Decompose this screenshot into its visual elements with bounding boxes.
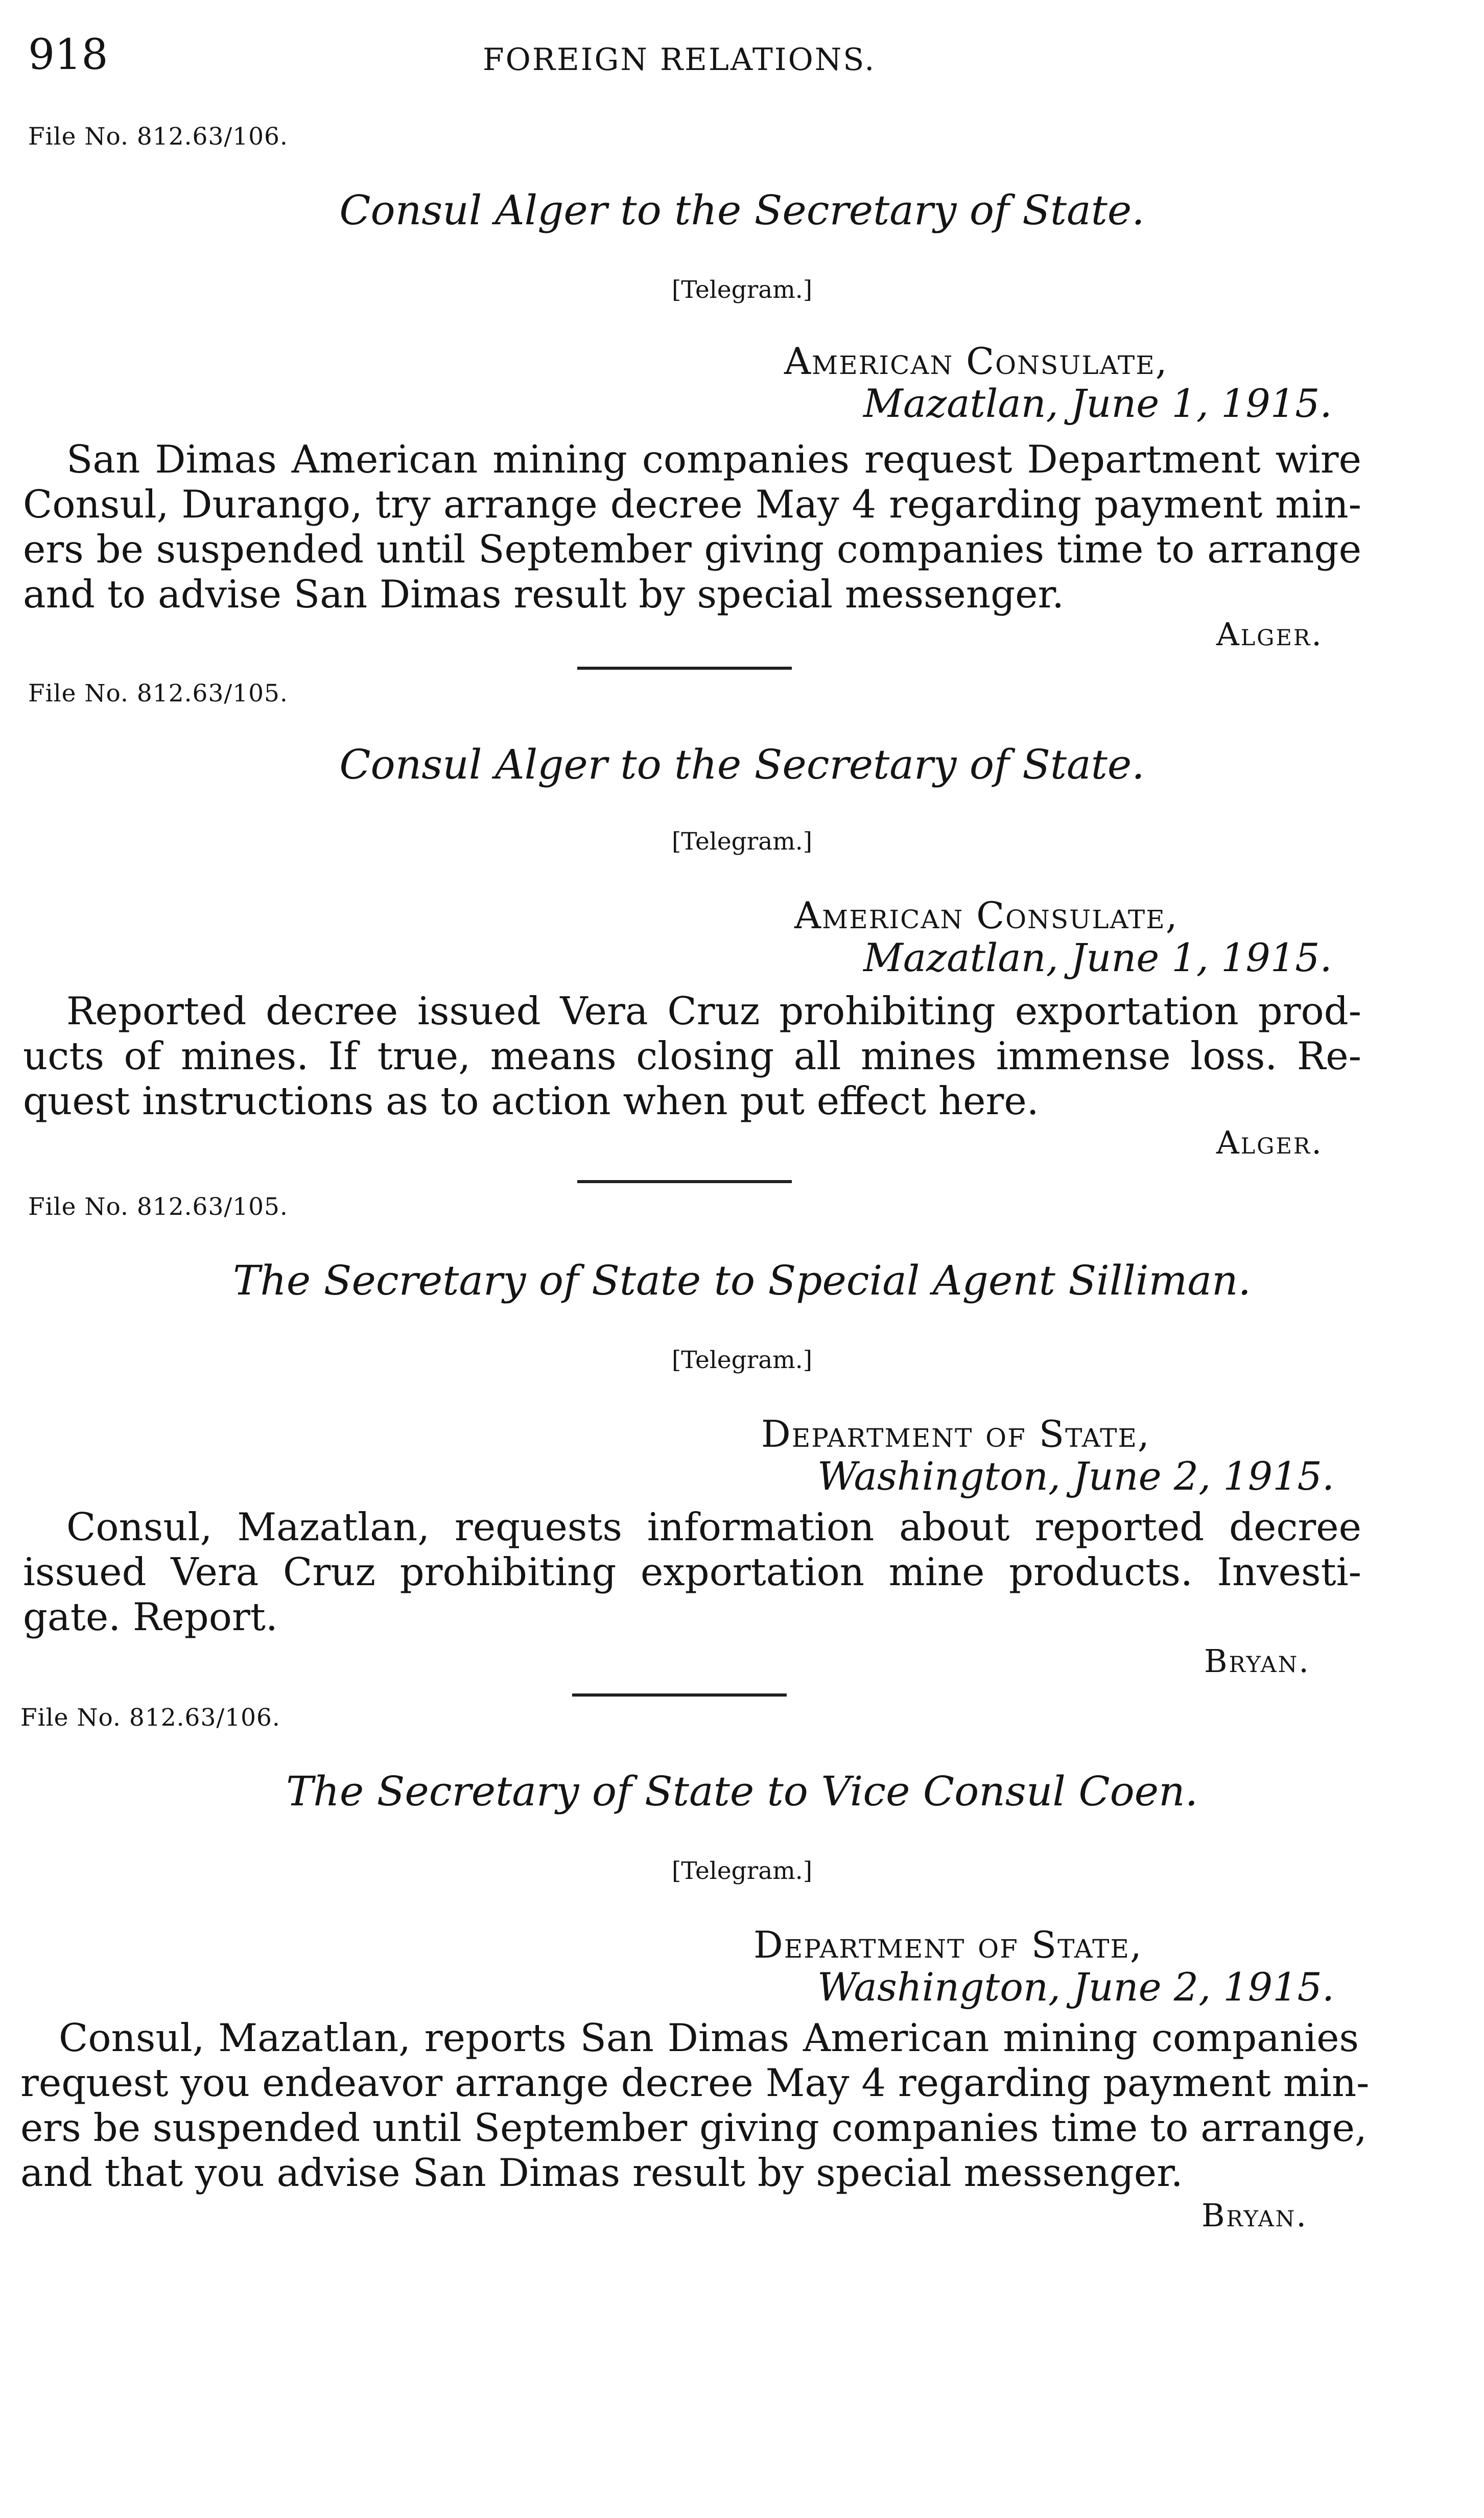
dateline-place-date: Mazatlan, June 1, 1915. bbox=[863, 381, 1332, 426]
body-line: and to advise San Dimas result by special messenger. bbox=[23, 572, 1064, 617]
document-title: The Secretary of State to Special Agent Silliman. bbox=[233, 1257, 1251, 1304]
document-type: [Telegram.] bbox=[671, 1346, 813, 1374]
message-body bbox=[23, 1504, 1361, 1639]
dateline-place-date: Washington, June 2, 1915. bbox=[817, 1453, 1334, 1499]
document-title: Consul Alger to the Secretary of State. bbox=[339, 741, 1145, 788]
dateline-office: Department of State, bbox=[753, 1923, 1143, 1966]
section-divider bbox=[577, 667, 792, 670]
document-type: [Telegram.] bbox=[671, 276, 813, 304]
running-head bbox=[28, 31, 1326, 87]
signature: Alger. bbox=[1216, 616, 1323, 653]
dateline-office: Department of State, bbox=[761, 1413, 1150, 1455]
file-number: File No. 812.63/106. bbox=[28, 123, 288, 151]
signature: Alger. bbox=[1216, 1124, 1323, 1161]
body-line: ers be suspended until September giving companies time to arrange bbox=[23, 527, 1361, 572]
body-line: Consul, Mazatlan, requests information about reported decree bbox=[66, 1504, 1361, 1549]
message-body bbox=[23, 989, 1361, 1123]
section-divider bbox=[577, 1180, 792, 1183]
file-number: File No. 812.63/105. bbox=[28, 1193, 288, 1221]
section-divider bbox=[572, 1693, 787, 1697]
body-line: gate. Report. bbox=[23, 1594, 278, 1639]
dateline-office: American Consulate, bbox=[784, 340, 1168, 383]
message-body bbox=[20, 2015, 1370, 2195]
body-line: Consul, Mazatlan, reports San Dimas American mining companies bbox=[59, 2015, 1359, 2060]
body-line: San Dimas American mining companies request Department wire bbox=[66, 437, 1361, 482]
body-line: request you endeavor arrange decree May 4 regarding payment min- bbox=[20, 2060, 1370, 2105]
document-type: [Telegram.] bbox=[671, 828, 813, 856]
body-line: issued Vera Cruz prohibiting exportation mine products. Investi- bbox=[23, 1549, 1361, 1594]
file-number: File No. 812.63/105. bbox=[28, 679, 288, 708]
file-number: File No. 812.63/106. bbox=[20, 1704, 280, 1732]
document-type: [Telegram.] bbox=[671, 1857, 813, 1885]
dateline-place-date: Mazatlan, June 1, 1915. bbox=[863, 935, 1332, 980]
dateline-office: American Consulate, bbox=[794, 894, 1179, 937]
body-line: ucts of mines. If true, means closing all mines immense loss. Re- bbox=[23, 1033, 1361, 1078]
dateline-place-date: Washington, June 2, 1915. bbox=[817, 1964, 1334, 2010]
page-number: 918 bbox=[28, 31, 108, 79]
signature: Bryan. bbox=[1201, 2197, 1308, 2234]
document-title: The Secretary of State to Vice Consul Coen. bbox=[286, 1768, 1198, 1815]
message-body bbox=[23, 437, 1361, 617]
document-title: Consul Alger to the Secretary of State. bbox=[339, 186, 1145, 234]
body-line: Consul, Durango, try arrange decree May 4 regarding payment min- bbox=[23, 482, 1361, 527]
body-line: and that you advise San Dimas result by special messenger. bbox=[20, 2150, 1183, 2195]
body-line: ers be suspended until September giving companies time to arrange, bbox=[20, 2105, 1367, 2150]
signature: Bryan. bbox=[1204, 1642, 1310, 1680]
running-title: FOREIGN RELATIONS. bbox=[483, 42, 876, 78]
body-line: quest instructions as to action when put effect here. bbox=[23, 1078, 1039, 1123]
body-line: Reported decree issued Vera Cruz prohibiting exportation prod- bbox=[66, 989, 1361, 1033]
